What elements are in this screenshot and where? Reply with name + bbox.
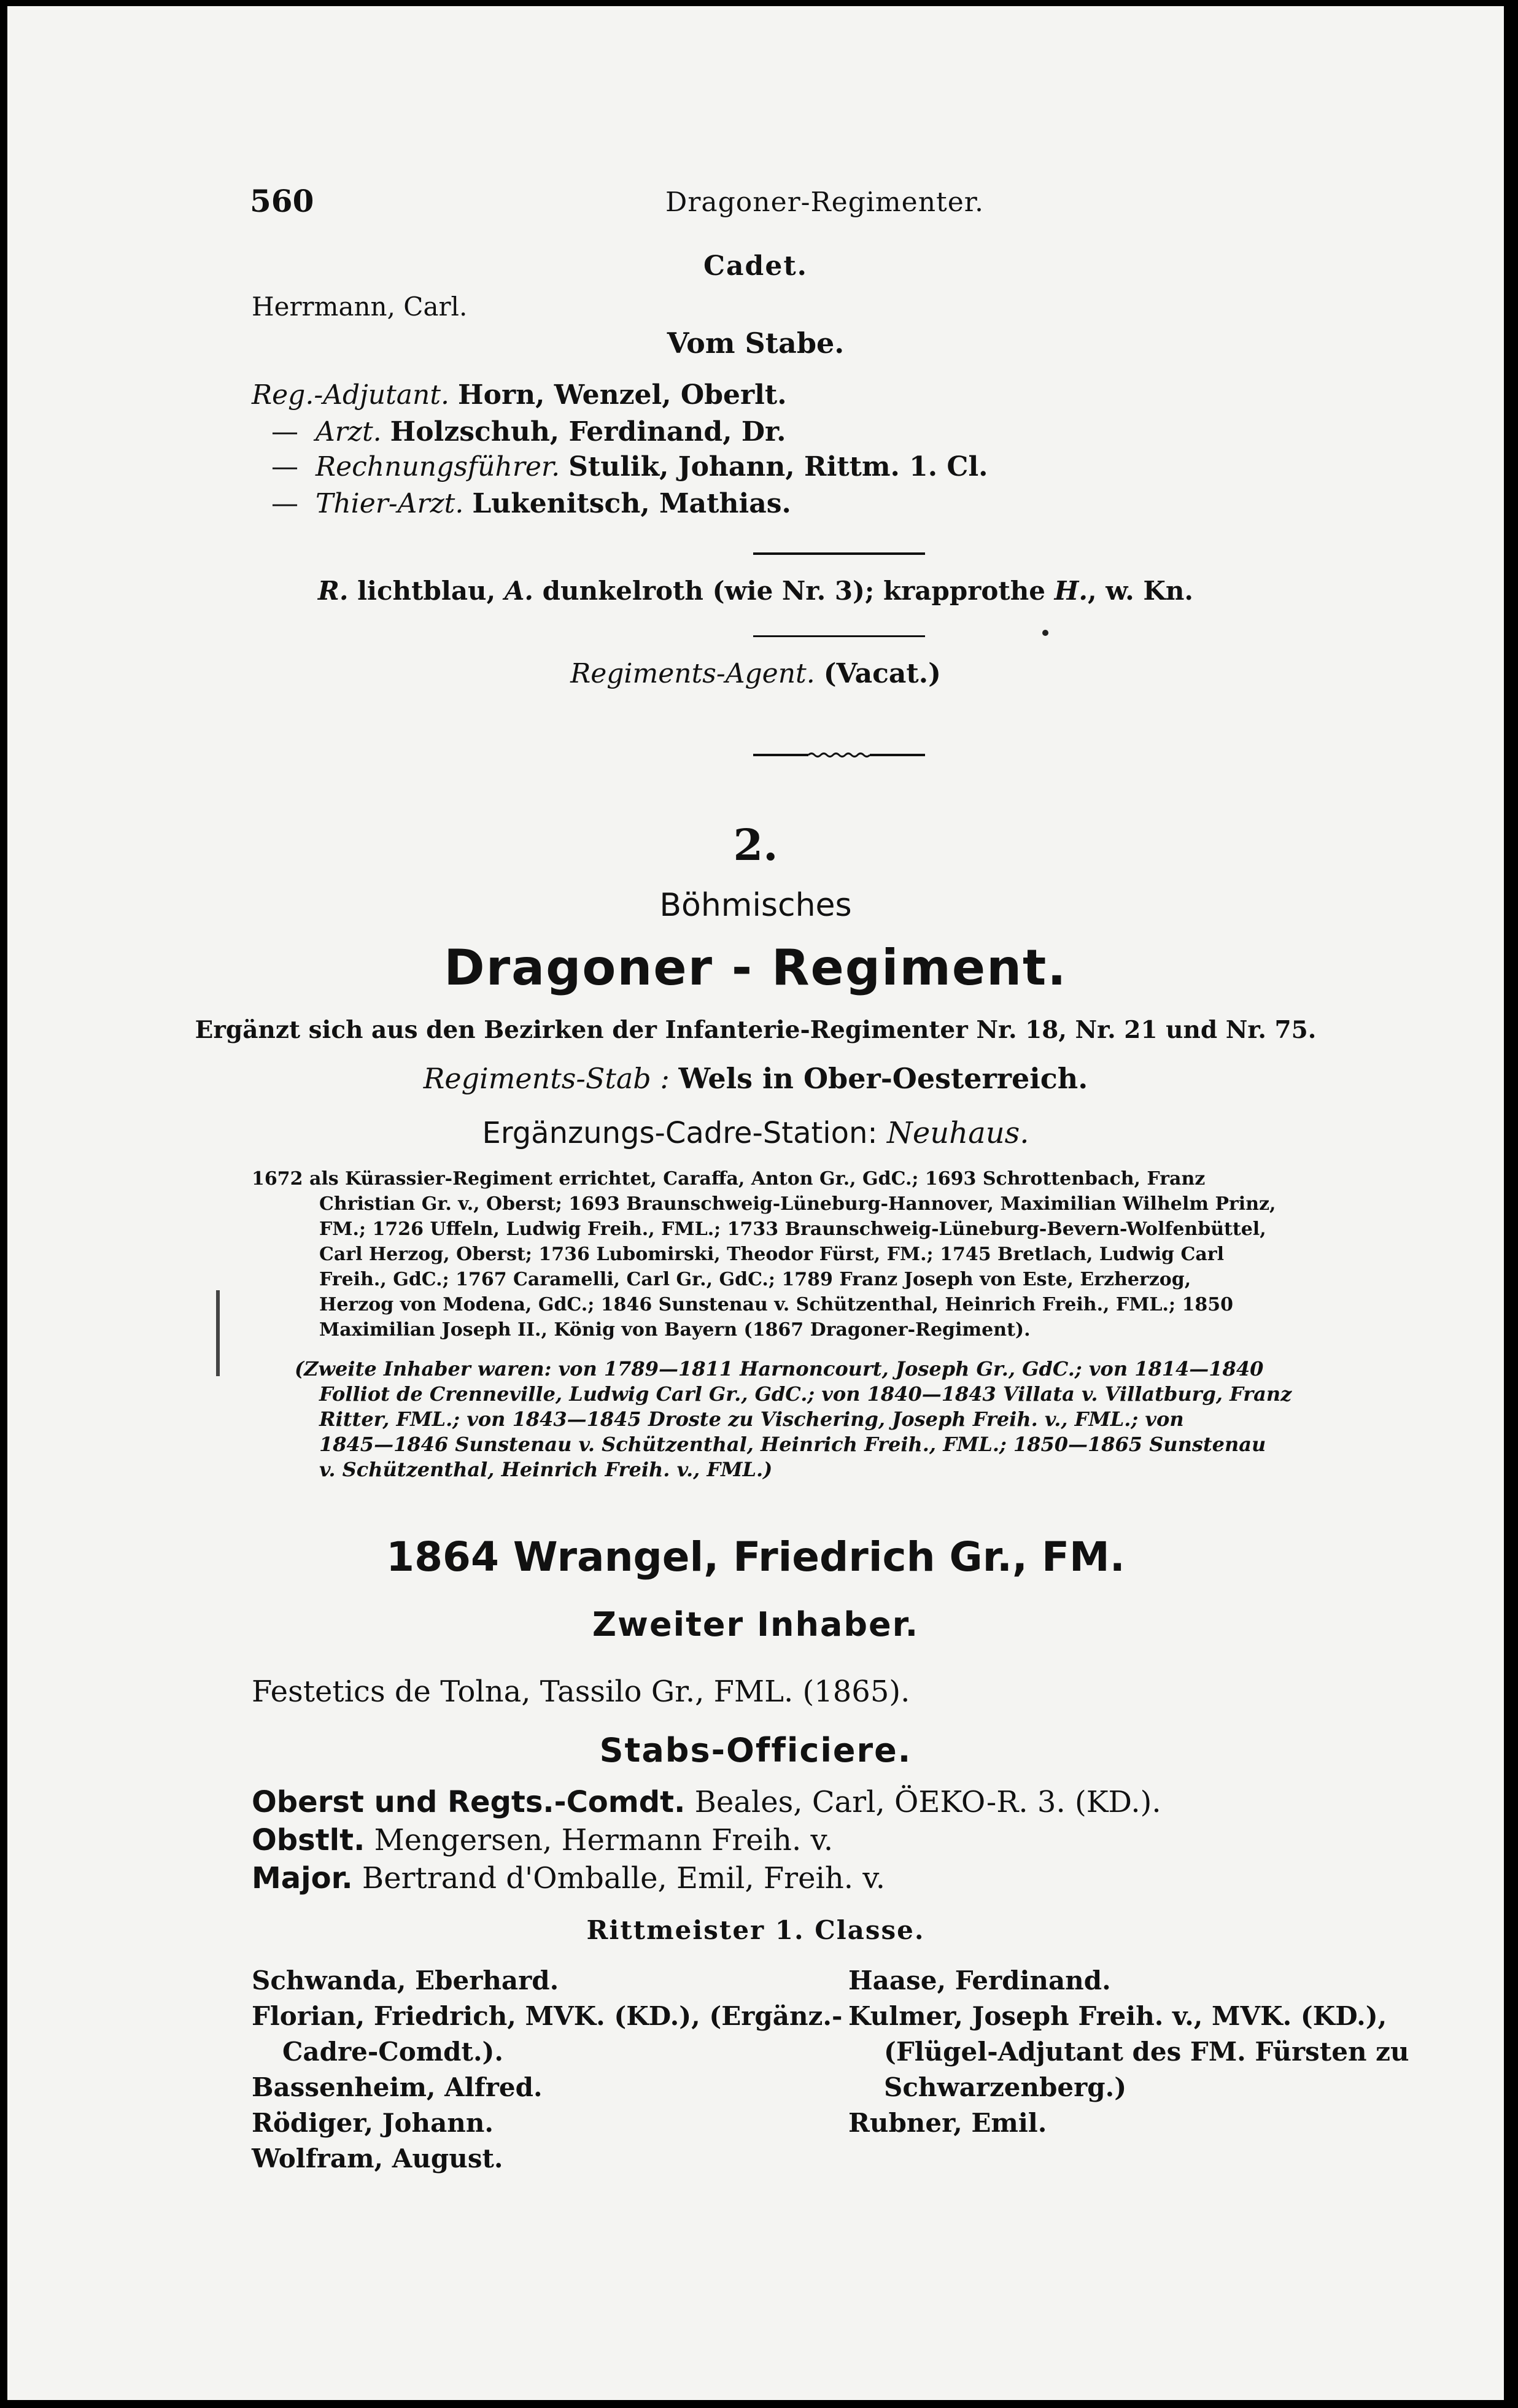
recruit-line: Ergänzt sich aus den Bezirken der Infanterie-Regimenter Nr. 18, Nr. 21 und Nr. 75. — [195, 1016, 1317, 1044]
history-line: Herzog von Modena, GdC.; 1846 Sunstenau v. Schützenthal, Heinrich Freih., FML.; 1850 — [319, 1294, 1233, 1315]
staff-title: Rechnungsführer. — [315, 451, 560, 482]
cadet-name: Herrmann, Carl. — [252, 292, 468, 322]
staff-row — [271, 451, 988, 482]
history-line: Christian Gr. v., Oberst; 1693 Braunschweig-Lüneburg-Hannover, Maximilian Wilhelm Prinz, — [319, 1193, 1276, 1215]
rittmeister-entry: Schwarzenberg.) — [884, 2072, 1127, 2102]
rittmeister-right-column — [848, 1963, 1409, 2141]
officer-name: Beales, Carl, ÖEKO-R. 3. (KD.). — [694, 1785, 1161, 1819]
staff-name: Stulik, Johann, Rittm. 1. Cl. — [568, 451, 988, 482]
staff-row — [271, 416, 786, 447]
uniform-h: H. — [1054, 576, 1088, 606]
rittmeister-entry: Wolfram, August. — [252, 2143, 503, 2174]
history-line: 1672 als Kürassier-Regiment errichtet, Caraffa, Anton Gr., GdC.; 1693 Schrottenbach, Franz — [252, 1168, 1206, 1190]
regiment-number: 2. — [733, 819, 778, 870]
history-line: Carl Herzog, Oberst; 1736 Lubomirski, Theodor Fürst, FM.; 1745 Bretlach, Ludwig Carl — [319, 1244, 1224, 1265]
second-owners-block — [252, 1357, 1406, 1482]
rittmeister-entry: Rubner, Emil. — [848, 2108, 1047, 2138]
rittmeister-entry: Bassenheim, Alfred. — [252, 2072, 543, 2102]
rittmeister-entry: Florian, Friedrich, MVK. (KD.), (Ergänz.- — [252, 2001, 843, 2031]
second-owners-line: Folliot de Crenneville, Ludwig Carl Gr., GdC.; von 1840—1843 Villata v. Villatburg, Franz — [319, 1382, 1292, 1406]
rittmeister-entry: (Flügel-Adjutant des FM. Fürsten zu — [884, 2037, 1409, 2067]
second-owners-line: v. Schützenthal, Heinrich Freih. v., FML.) — [319, 1458, 773, 1481]
second-owners-line: 1845—1846 Sunstenau v. Schützenthal, Heinrich Freih., FML.; 1850—1865 Sunstenau — [319, 1433, 1266, 1456]
staff-title: Thier-Arzt. — [315, 488, 464, 519]
print-speck — [1042, 630, 1048, 636]
officer-row — [252, 1823, 833, 1857]
second-owners-line: Ritter, FML.; von 1843—1845 Droste zu Vischering, Joseph Freih. v., FML.; von — [319, 1407, 1184, 1431]
officer-name: Mengersen, Hermann Freih. v. — [374, 1823, 834, 1857]
staff-title: Reg.-Adjutant. — [252, 379, 450, 411]
cadet-heading: Cadet. — [703, 250, 808, 282]
rittmeister-entry: Schwanda, Eberhard. — [252, 1965, 559, 1996]
rittmeister-entry: Rödiger, Johann. — [252, 2108, 494, 2138]
rittmeister-entry: Kulmer, Joseph Freih. v., MVK. (KD.), — [848, 2001, 1387, 2031]
regiment-owner: 1864 Wrangel, Friedrich Gr., FM. — [386, 1533, 1125, 1581]
page-edge-mark — [216, 1290, 220, 1376]
second-owners-line: (Zweite Inhaber waren: von 1789—1811 Harnoncourt, Joseph Gr., GdC.; von 1814—1840 — [295, 1357, 1264, 1380]
second-owner: Festetics de Tolna, Tassilo Gr., FML. (1865). — [252, 1674, 910, 1709]
divider — [753, 635, 925, 637]
staff-name: Holzschuh, Ferdinand, Dr. — [390, 416, 786, 447]
staff-name: Lukenitsch, Mathias. — [472, 488, 791, 519]
rittmeister-heading: Rittmeister 1. Classe. — [586, 1915, 925, 1945]
history-line: FM.; 1726 Uffeln, Ludwig Freih., FML.; 1733 Braunschweig-Lüneburg-Bevern-Wolfenbüttel, — [319, 1218, 1266, 1240]
stab-line — [7, 1062, 1504, 1095]
staff-title: Arzt. — [315, 416, 382, 447]
officer-name: Bertrand d'Omballe, Emil, Freih. v. — [362, 1861, 885, 1895]
uniform-r-text: lichtblau, — [357, 576, 496, 606]
history-line: Maximilian Joseph II., König von Bayern (1867 Dragoner-Regiment). — [319, 1319, 1031, 1341]
staff-row — [271, 488, 791, 519]
officer-rank: Major. — [252, 1861, 353, 1895]
rittmeister-entry: Cadre-Comdt.). — [282, 2037, 504, 2067]
staff-prefix: — — [271, 488, 298, 519]
staff-heading: Vom Stabe. — [667, 327, 845, 360]
uniform-h-text: , w. Kn. — [1087, 576, 1194, 606]
uniform-r: R. — [317, 576, 349, 606]
staff-row — [252, 379, 787, 411]
history-block — [252, 1166, 1406, 1342]
rittmeister-left-column — [252, 1963, 842, 2177]
staff-prefix: — — [271, 416, 298, 447]
agent-value: (Vacat.) — [823, 658, 941, 689]
document-page — [7, 6, 1509, 2400]
running-title: Dragoner-Regimenter. — [665, 187, 984, 218]
rittmeister-entry: Haase, Ferdinand. — [848, 1965, 1111, 1996]
cadre-label: Ergänzungs-Cadre-Station: — [482, 1116, 878, 1150]
second-owner-heading: Zweiter Inhaber. — [592, 1605, 920, 1644]
agent-line — [7, 658, 1504, 689]
cadre-line — [7, 1116, 1504, 1150]
divider — [753, 552, 925, 555]
staff-name: Horn, Wenzel, Oberlt. — [458, 379, 787, 411]
history-line: Freih., GdC.; 1767 Caramelli, Carl Gr., GdC.; 1789 Franz Joseph von Este, Erzherzog, — [319, 1269, 1191, 1290]
officer-rank: Oberst und Regts.-Comdt. — [252, 1785, 686, 1819]
uniform-a: A. — [504, 576, 534, 606]
officer-row — [252, 1785, 1161, 1819]
page-number: 560 — [250, 183, 314, 219]
regiment-subtitle: Böhmisches — [659, 887, 852, 924]
uniform-line — [7, 576, 1504, 606]
stab-value: Wels in Ober-Oesterreich. — [678, 1062, 1088, 1095]
officer-rank: Obstlt. — [252, 1823, 365, 1857]
uniform-a-text: dunkelroth (wie Nr. 3); krapprothe — [542, 576, 1046, 606]
officer-row — [252, 1861, 885, 1895]
regiment-title: Dragoner - Regiment. — [444, 939, 1067, 996]
staff-prefix: — — [271, 451, 298, 482]
cadre-value: Neuhaus. — [886, 1116, 1029, 1150]
wavy-divider — [753, 752, 925, 758]
agent-label: Regiments-Agent. — [570, 658, 815, 689]
officers-heading: Stabs-Officiere. — [599, 1731, 912, 1770]
stab-label: Regiments-Stab : — [423, 1062, 670, 1095]
